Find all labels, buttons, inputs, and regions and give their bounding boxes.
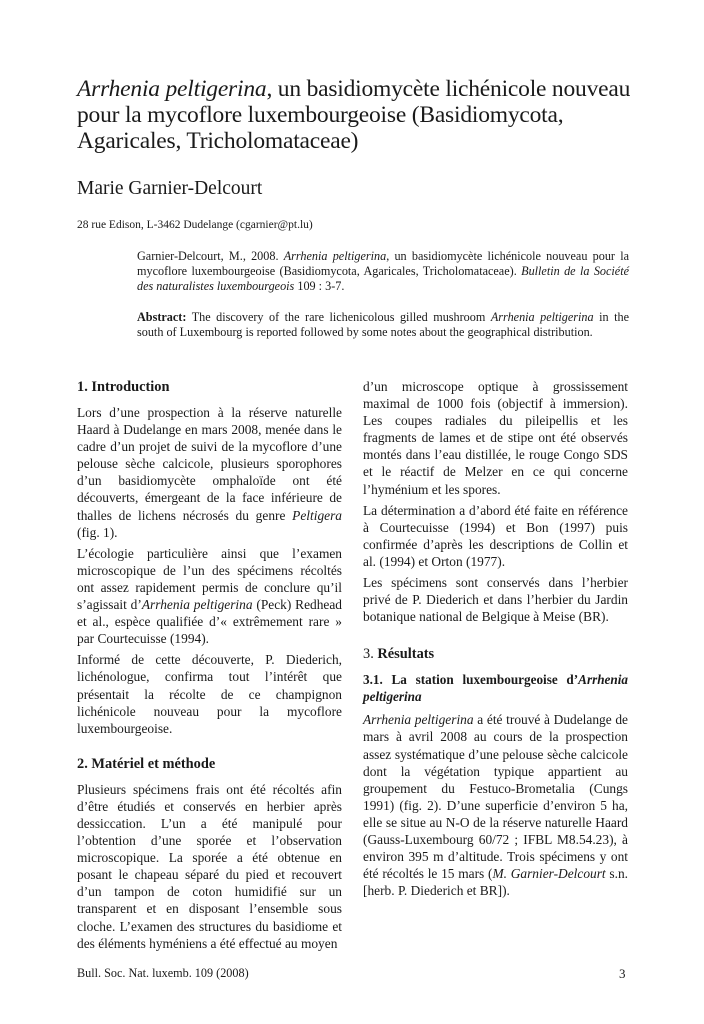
footer-journal: Bull. Soc. Nat. luxemb. 109 (2008) [77,966,249,980]
citation-block: Garnier-Delcourt, M., 2008. Arrhenia peltigerina, un basidiomycète lichénicole nouveau pour la mycoflore luxembourgeoise (Basidiomycota, Agaricales, Tricholomataceae). Bulletin de la Société des naturalistes luxembourgeois 109 : 3-7. [137,249,630,294]
title-line-3: Agaricales, Tricholomataceae) [77,128,359,154]
methods-paragraph-3: Les spécimens sont conservés dans l’herbier privé de P. Diederich et dans l’herbier du Jardin botanique national de Belgique à Meise (BR). [363,575,628,625]
left-column [77,378,342,956]
results-paragraph-1: Arrhenia peltigerina a été trouvé à Dudelange de mars à avril 2008 au cours de la prospection assez systématique d’une pelouse sèche calcicole dont la végétation typique appartient au groupement du Festuco-Brometalia (Cungs 1991) (fig. 2). D’une superficie d’environ 5 ha, elle se situe au N-O de la réserve naturelle Haard (Gauss-Luxembourg 60/72 ; IFBL M8.54.23), à environ 395 m d’altitude. Trois spécimens y ont été récoltés le 15 mars (M. Garnier-Delcourt s.n. [herb. P. Diederich et BR]). [363,712,629,899]
article-title [77,76,637,154]
author-name: Marie Garnier-Delcourt [77,178,263,199]
methods-paragraph-2: La détermination a d’abord été faite en référence à Courtecuisse (1994) et Bon (1997) puis confirmée d’après les descriptions de Collin et al. (1994) et Orton (1977). [363,502,628,569]
methods-paragraph-1: Plusieurs spécimens frais ont été récoltés afin d’être étudiés et conservés en herbier après dessiccation. L’un a été manipulé pour l’obtention d’une sporée et l’observation microscopique. La sporée a été obtenue en posant le chapeau séparé du pied et recouvert d’un tampon de coton humidifié sur un transparent et en disposant l’ensemble sous cloche. L’examen des structures du basidiome et des éléments hyméniens a été effectué au moyen [77,781,342,951]
section-heading-methods: 2. Matériel et méthode [77,755,216,772]
subsection-heading-station: 3.1. La station luxembourgeoise d’Arrhenia peltigerina [363,672,628,705]
section-heading-results: 3. Résultats [363,646,435,663]
intro-paragraph-1: Lors d’une prospection à la réserve naturelle Haard à Dudelange en mars 2008, menée dans le cadre d’un projet de suivi de la mycoflore d’une pelouse sèche calcicole, plusieurs sporophores d’un basidiomycète omphaloïde ont été découverts, émergeant de la face inférieure de thalles de lichens nécrosés du genre Peltigera (fig. 1). [77,405,342,540]
title-line-2: pour la mycoflore luxembourgeoise (Basidiomycota, [77,102,564,128]
right-column [363,378,628,903]
abstract-label: Abstract: [137,310,187,324]
abstract-block: Abstract: The discovery of the rare lichenicolous gilled mushroom Arrhenia peltigerina in the south of Luxembourg is reported followed by some notes about the geographical distribution. [137,310,629,340]
author-address: 28 rue Edison, L-3462 Dudelange (cgarnier@pt.lu) [77,219,313,231]
intro-paragraph-2: L’écologie particulière ainsi que l’examen microscopique de l’un des spécimens récoltés ont assez rapidement permis de conclure qu’il s’agissait d’Arrhenia peltigerina (Peck) Redhead et al., espèce qualifiée d’« extrêmement rare » par Courtecuisse (1994). [77,545,342,647]
methods-paragraph-continued: d’un microscope optique à grossissement maximal de 1000 fois (objectif à immersion). Les coupes radiales du pileipellis et les fragments de lames et de stipe ont été observés montés dans l’eau distillée, le rouge Congo SDS et le réactif de Melzer en ce qui concerne l’hyménium et les spores. [363,379,628,497]
footer-page-number: 3 [619,966,626,981]
section-heading-introduction: 1. Introduction [77,379,170,395]
title-line-1: Arrhenia peltigerina, un basidiomycète lichénicole nouveau [77,76,631,102]
intro-paragraph-3: Informé de cette découverte, P. Diederich, lichénologue, confirma tout l’intérêt que présentait la récolte de ce champignon lichénicole nouveau pour la mycoflore luxembourgeoise. [77,652,342,736]
